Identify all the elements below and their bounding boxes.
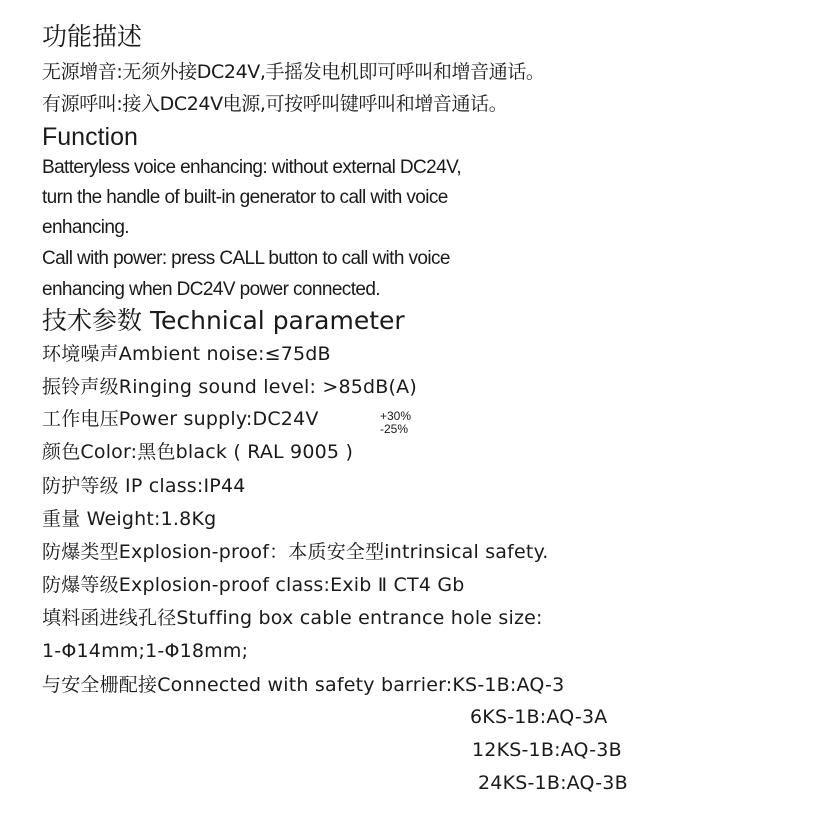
function-en-line-4: Call with power: press CALL button to call with voice [42, 248, 450, 269]
param-power-supply: 工作电压Power supply:DC24V [42, 408, 319, 430]
function-en-line-1: Batteryless voice enhancing: without external DC24V, [42, 157, 462, 178]
param-safety-barrier: 与安全栅配接Connected with safety barrier:KS-1B:AQ-3 [42, 674, 565, 696]
function-cn-line-2: 有源呼叫:接入DC24V电源,可按呼叫键呼叫和增音通话。 [42, 93, 508, 115]
power-tolerance [380, 410, 411, 436]
function-cn-title: 功能描述 [42, 22, 143, 51]
barrier-model-3: 12KS-1B:AQ-3B [472, 739, 622, 761]
function-en-line-3: enhancing. [42, 217, 129, 238]
barrier-model-4: 24KS-1B:AQ-3B [478, 772, 628, 794]
tolerance-lower: -25% [380, 422, 409, 436]
param-stuffing-box: 填料函进线孔径Stuffing box cable entrance hole size: [42, 607, 543, 629]
function-en-line-5: enhancing when DC24V power connected. [42, 279, 380, 300]
param-weight: 重量 Weight:1.8Kg [42, 508, 217, 530]
param-explosion-class: 防爆等级Explosion-proof class:Exib Ⅱ CT4 Gb [42, 574, 465, 596]
barrier-model-2: 6KS-1B:AQ-3A [470, 706, 608, 728]
function-en-title: Function [42, 123, 138, 151]
function-cn-line-1: 无源增音:无须外接DC24V,手摇发电机即可呼叫和增音通话。 [42, 61, 545, 83]
function-en-line-2: turn the handle of built-in generator to call with voice [42, 187, 448, 208]
param-ringing-level: 振铃声级Ringing sound level: >85dB(A) [42, 376, 417, 398]
tech-title: 技术参数 Technical parameter [42, 306, 405, 335]
param-hole-size: 1-Φ14mm;1-Φ18mm; [42, 640, 249, 662]
param-color: 颜色Color:黑色black ( RAL 9005 ) [42, 441, 354, 463]
param-ip-class: 防护等级 IP class:IP44 [42, 475, 246, 497]
param-ambient-noise: 环境噪声Ambient noise:≤75dB [42, 343, 331, 365]
tolerance-upper: +30% [380, 409, 412, 423]
param-explosion-type: 防爆类型Explosion-proof：本质安全型intrinsical safety. [42, 541, 549, 563]
